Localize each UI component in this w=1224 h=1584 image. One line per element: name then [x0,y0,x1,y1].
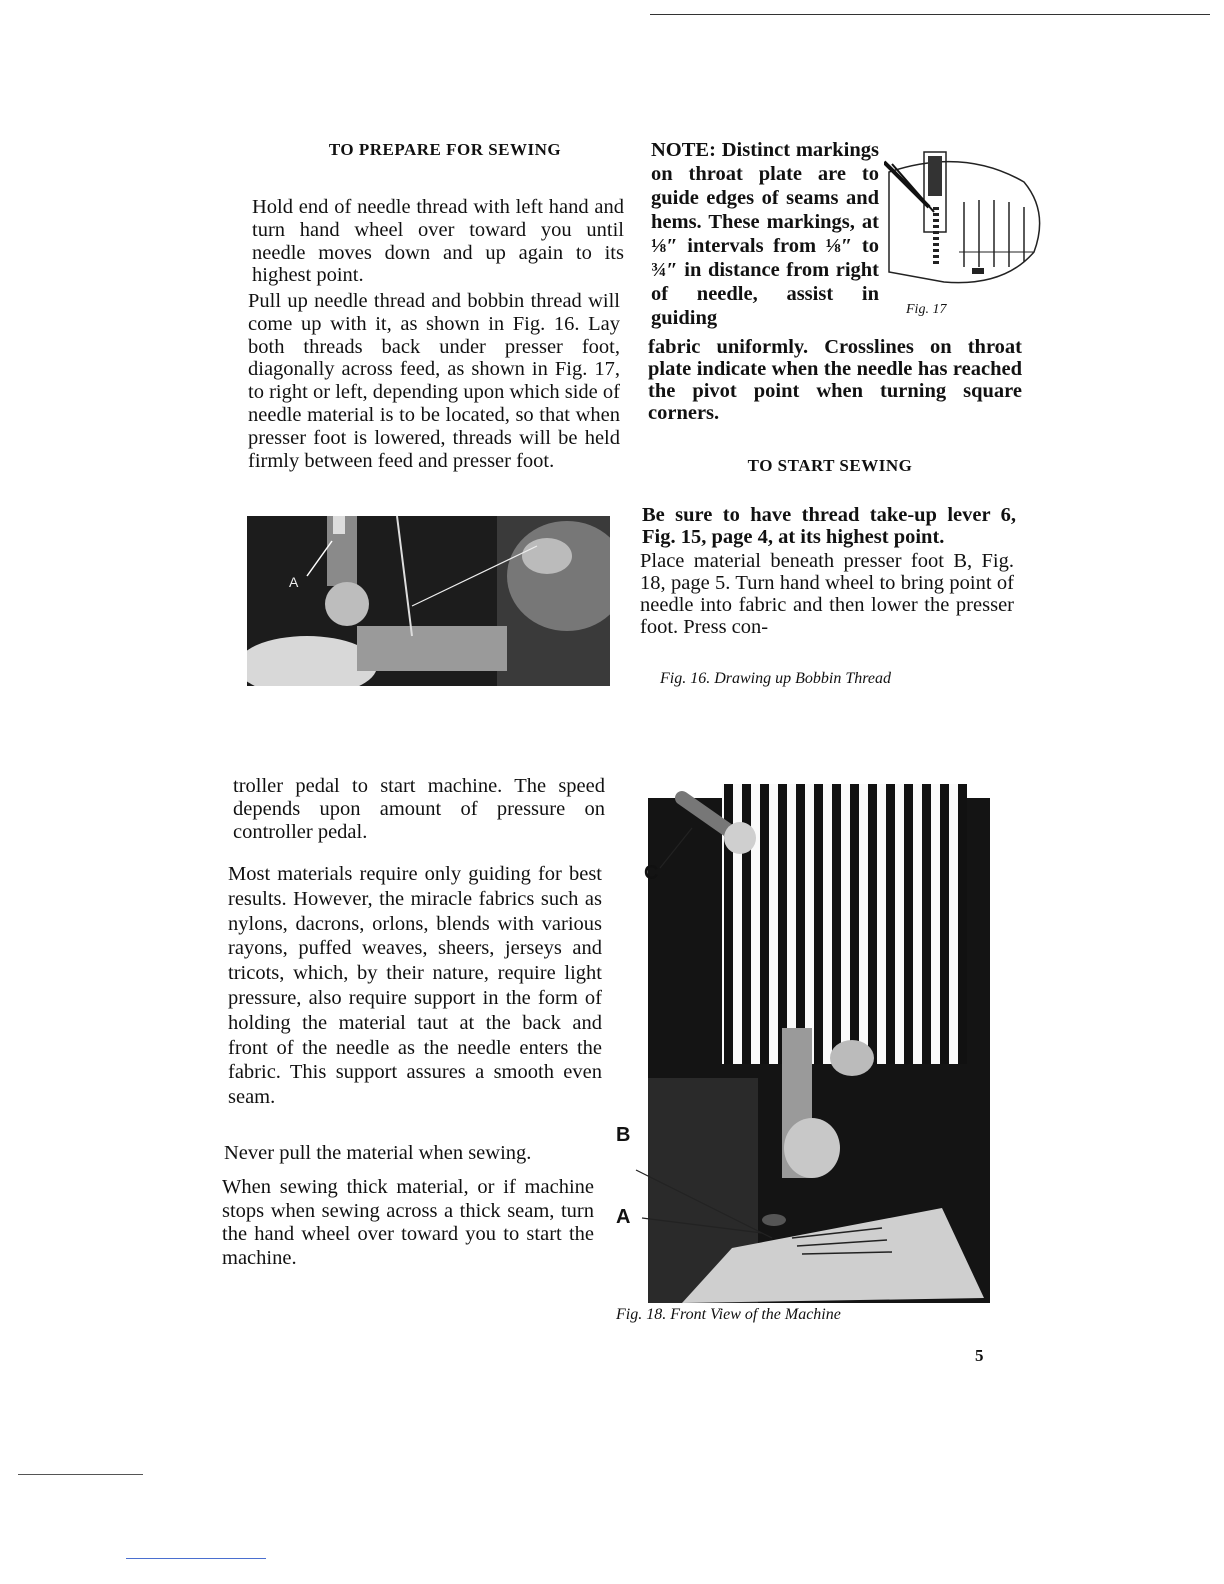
page-number: 5 [975,1346,984,1365]
fig18-caption: Fig. 18. Front View of the Machine [616,1306,841,1323]
fig16-photo [247,516,610,686]
prepare-paragraph-2: Pull up needle thread and bobbin thread will come up with it, as shown in Fig. 16. Lay both threads back under presser foot, diagonally across feed, as shown in Fig. 17, to right or left, depending upon which side of needle material is to be located, so that when presser foot is lowered, threads will be held firmly between feed and presser foot. [248,290,620,472]
bottom-paragraph-1: troller pedal to start machine. The speed depends upon amount of pressure on controller pedal. [233,775,605,843]
fig16-illustration [247,516,610,686]
bottom-left-rule [18,1474,143,1475]
fig17-throat-plate-illustration [884,142,1044,292]
prepare-paragraph-1: Hold end of needle thread with left hand and turn hand wheel over toward you until needle moves down and up again to its highest point. [252,196,624,287]
fig17-caption: Fig. 17 [906,302,947,317]
fig18-label-a: A [616,1206,631,1228]
note-full-paragraph: fabric uniformly. Crosslines on throat plate indicate when the needle has reached the pivot point when turning square corners. [648,336,1022,424]
fig18-label-b: B [616,1124,631,1146]
bottom-paragraph-3: Never pull the material when sewing. [224,1142,532,1164]
note-wrapped-paragraph: NOTE: Distinct markings on throat plate are to guide edges of seams and hems. These markings, at ⅛″ intervals from ⅛″ to ¾″ in distance from right of needle, assist in guiding [651,139,879,329]
bottom-paragraph-2: Most materials require only guiding for best results. However, the miracle fabrics such as nylons, dacrons, orlons, blends with various rayons, puffed weaves, sheers, jerseys and tricots, which, by their nature, require light pressure, also require support in the form of holding the material taut at the back and front of the needle as the needle enters the fabric. This support assures a smooth even seam. [228,863,602,1109]
fig18-figure [612,778,992,1308]
fig16-caption: Fig. 16. Drawing up Bobbin Thread [660,670,891,687]
fig16-label-a: A [289,574,299,590]
fig18-label-c: C [644,862,659,884]
fig17-diagram [884,142,1044,317]
start-paragraph: Place material beneath presser foot B, Fig. 18, page 5. Turn hand wheel to bring point of needle into fabric and then lower the presser foot. Press con- [640,550,1014,638]
top-rule [650,14,1210,15]
prepare-heading: TO PREPARE FOR SEWING [328,140,562,159]
start-heading: TO START SEWING [747,456,913,475]
start-bold-paragraph: Be sure to have thread take-up lever 6, Fig. 15, page 4, at its highest point. [642,504,1016,548]
bottom-blue-rule [126,1558,266,1559]
fig18-machine-illustration [612,778,992,1308]
bottom-paragraph-4: When sewing thick material, or if machine stops when sewing across a thick seam, turn the hand wheel over toward you to start the machine. [222,1176,594,1269]
